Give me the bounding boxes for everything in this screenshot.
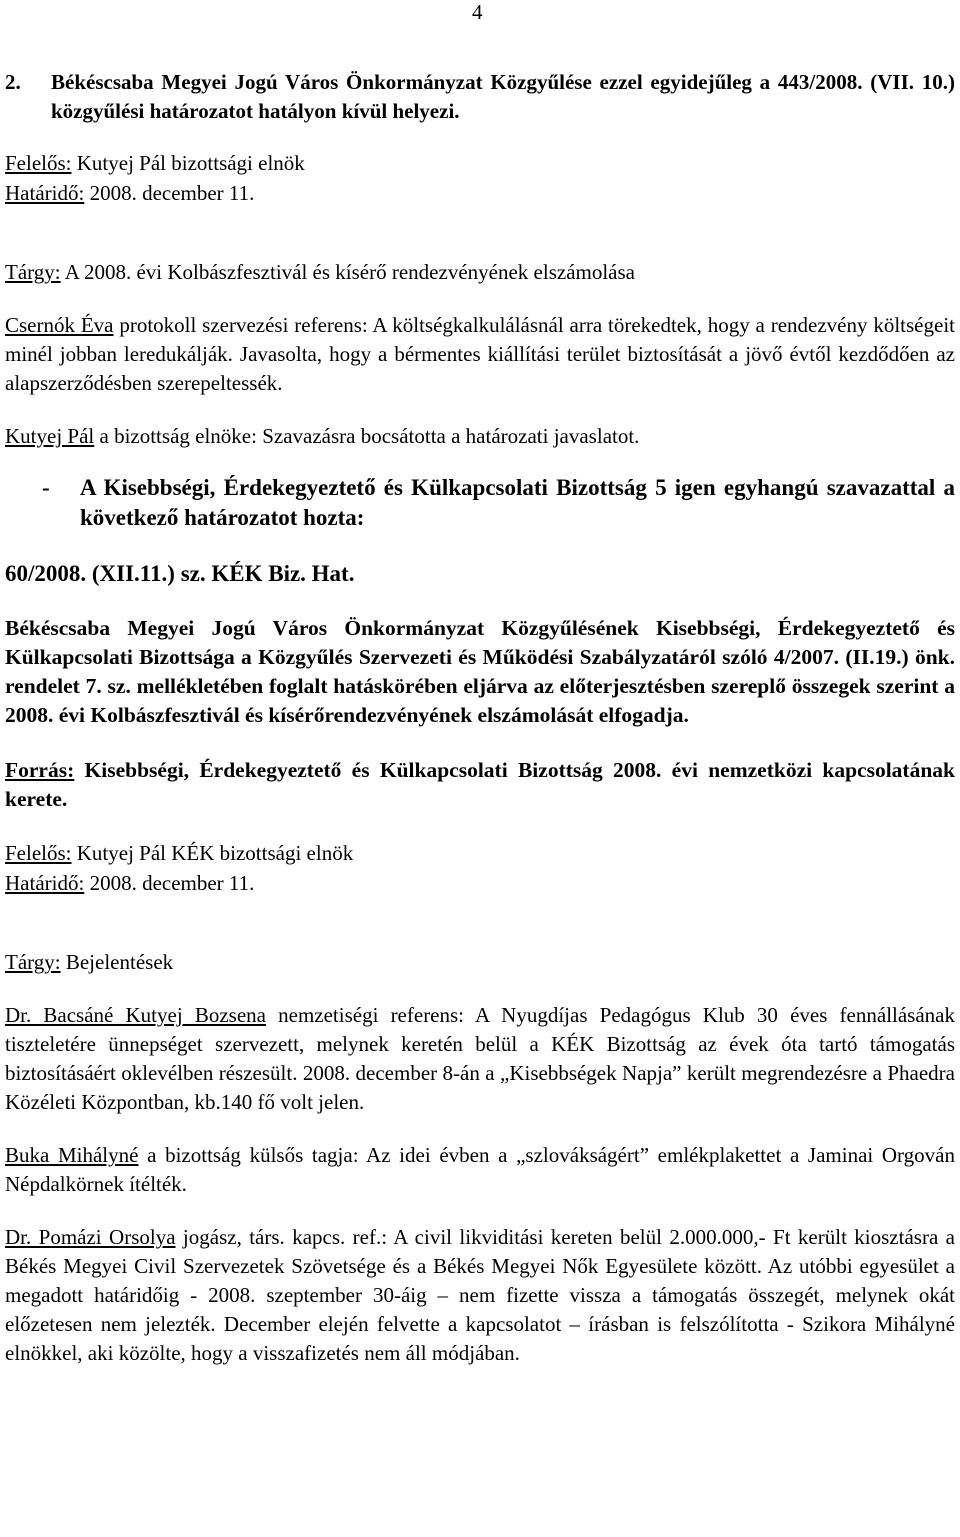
subject-label: Tárgy: — [5, 950, 61, 974]
paragraph-text: jogász, társ. kapcs. ref.: A civil likviditási kereten belül 2.000.000,- Ft került kiosztásra a Békés Megyei Civil Szervezetek Szövetsége és a Békés Megyei Nők Egyesülete között. Az utóbbi egyesület a megadott határidőig - 2008. szeptember 30-áig – nem fizette vissza a támogatás összegét, melynek okát előzetesen nem jelezték. December elején felvette a kapcsolatot – írásban is felszólította - Szikora Mihályné elnökkel, aki közölte, hogy a visszafizetés nem áll módjában. — [5, 1225, 955, 1365]
paragraph-text: a bizottság külsős tagja: Az idei évben a „szlovákságért” emlékplakettet a Jaminai Orgován Népdalkörnek ítélték. — [5, 1143, 955, 1196]
responsible-line-2 — [5, 839, 955, 868]
list-text: Békéscsaba Megyei Jogú Város Önkormányzat Közgyűlése ezzel egyidejűleg a 443/2008. (VII. 10.) közgyűlési határozatot hatályon kívül helyezi. — [51, 70, 955, 123]
resolution-number: 60/2008. (XII.11.) sz. KÉK Biz. Hat. — [5, 561, 355, 586]
paragraph-pomazi — [5, 1223, 955, 1368]
responsible-text: Kutyej Pál KÉK bizottsági elnök — [71, 841, 354, 865]
deadline-line — [5, 179, 955, 208]
paragraph-buka — [5, 1141, 955, 1199]
speaker-name: Dr. Bacsáné Kutyej Bozsena — [5, 1003, 266, 1027]
source-label: Forrás: — [5, 758, 75, 782]
paragraph-text: Javasolta, hogy a bérmentes kiállítási terület biztosítását a jövő évtől kezdődően az alapszerződésben szerepeltessék. — [5, 342, 955, 395]
speaker-name: Buka Mihályné — [5, 1143, 139, 1167]
list-number: 2. — [5, 70, 21, 94]
responsible-line — [5, 149, 955, 178]
deadline-label: Határidő: — [5, 181, 85, 205]
speaker-name: Dr. Pomázi Orsolya — [5, 1225, 176, 1249]
dash-marker: - — [42, 475, 50, 500]
deadline-line-2 — [5, 869, 955, 898]
responsible-text: Kutyej Pál bizottsági elnök — [71, 151, 305, 175]
subject-text: A 2008. évi Kolbászfesztivál és kísérő rendezvényének elszámolása — [60, 260, 635, 284]
subject-label: Tárgy: — [5, 260, 61, 284]
subject-text: Bejelentések — [60, 950, 174, 974]
speaker-name: Kutyej Pál — [5, 424, 95, 448]
paragraph-text: protokoll szervezési referens: A költségkalkulálásnál arra törekedtek, hogy a rendezvény költségeit minél jobban leredukálják. — [5, 313, 955, 366]
deadline-label: Határidő: — [5, 871, 85, 895]
source-line — [5, 756, 955, 814]
paragraph-bacsane — [5, 1001, 955, 1117]
paragraph-kutyej — [5, 422, 955, 451]
page-number: 4 — [472, 0, 483, 24]
resolution-text: Békéscsaba Megyei Jogú Város Önkormányzat Közgyűlésének Kisebbségi, Érdekegyeztető és Külkapcsolati Bizottsága a Közgyűlés Szervezeti és Működési Szabályzatáról szóló 4/2007. (II.19.) önk. rendelet 7. sz. mellékletében foglalt hatáskörében eljárva az előterjesztésben szereplő összegek szerint a 2008. évi Kolbászfesztivál és kísérőrendezvényének elszámolását elfogadja. — [5, 616, 955, 727]
speaker-name: Csernók Éva — [5, 313, 114, 337]
document-body — [5, 68, 955, 1368]
vote-statement — [5, 473, 955, 533]
responsible-label: Felelős: — [5, 151, 72, 175]
paragraph-text: nemzetiségi referens: A Nyugdíjas Pedagógus Klub 30 éves fennállásának tiszteletére ünnepséget szervezett, melynek keretén belül a KÉK Bizottság az évek óta tartó támogatás biztosításáért oklevélben részesült. 2008. december 8-án a „Kisebbségek Napja” került megrendezésre a Phaedra Közéleti Központban, kb.140 fő volt jelen. — [5, 1003, 955, 1114]
deadline-text: 2008. december 11. — [84, 871, 255, 895]
subject-line-2 — [5, 948, 955, 977]
vote-text: A Kisebbségi, Érdekegyeztető és Külkapcsolati Bizottság 5 igen egyhangú szavazattal a következő határozatot hozta: — [80, 475, 955, 530]
responsible-label: Felelős: — [5, 841, 72, 865]
paragraph-csernok — [5, 311, 955, 398]
source-text: Kisebbségi, Érdekegyeztető és Külkapcsolati Bizottság 2008. évi nemzetközi kapcsolatának kerete. — [5, 758, 955, 811]
deadline-text: 2008. december 11. — [84, 181, 255, 205]
list-item-2 — [5, 68, 955, 126]
paragraph-text: a bizottság elnöke: Szavazásra bocsátotta a határozati javaslatot. — [94, 424, 640, 448]
subject-line — [5, 258, 955, 287]
